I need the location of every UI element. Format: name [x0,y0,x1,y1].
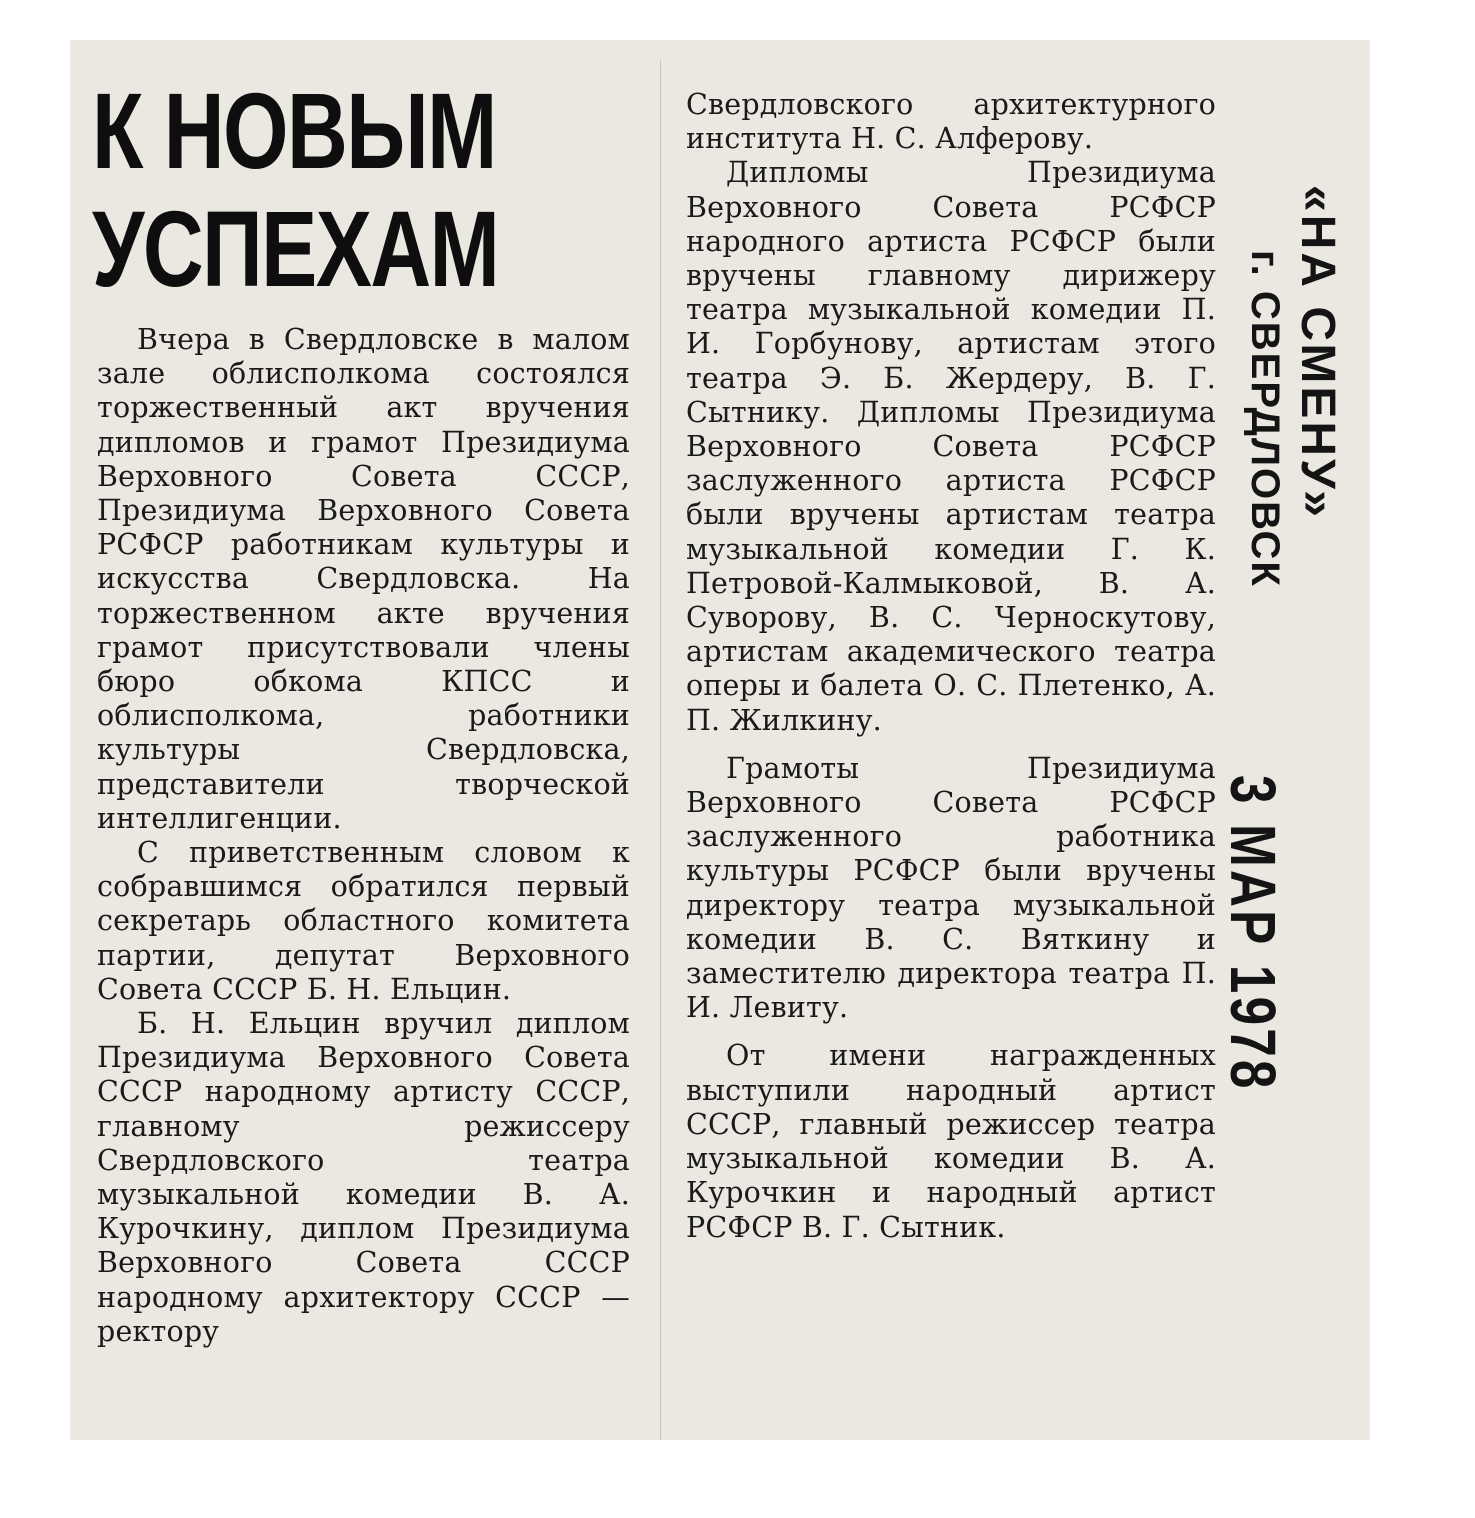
article-column-1 [97,323,630,1349]
headline-line-2: УСПЕХАМ [92,188,499,309]
headline [92,70,499,309]
headline-line-1: К НОВЫМ [92,70,496,191]
paragraph: От имени награжденных выступили народный артист СССР, главный режиссер театра музыкальной комедии В. А. Курочкин и народный артист РСФСР В. Г. Сытник. [686,1039,1216,1244]
stamp-newspaper-name: «НА СМЕНУ» [1291,185,1344,520]
paragraph: Свердловского архитектурного института Н. С. Алферову. [686,88,1216,156]
column-divider [660,60,661,1440]
paragraph: Б. Н. Ельцин вручил диплом Президиума Верховного Совета СССР народному артисту СССР, главному режиссеру Свердловского театра музыкальной комедии В. А. Курочкину, диплом Президиума Верховного Совета СССР народному архитектору СССР — ректору [97,1007,630,1348]
article-column-2 [686,88,1216,1245]
paragraph: Вчера в Свердловске в малом зале облисполкома состоялся торжественный акт вручения дипломов и грамот Президиума Верховного Совета СССР, Президиума Верховного Совета РСФСР работникам культуры и искусства Свердловска. На торжественном акте вручения грамот присутствовали члены бюро обкома КПСС и облисполкома, работники культуры Свердловска, представители творческой интеллигенции. [97,323,630,835]
stamp-city: г. СВЕРДЛОВСК [1243,250,1287,588]
stamp-date: 3 МАР 1978 [1217,775,1289,1092]
paragraph: Грамоты Президиума Верховного Совета РСФСР заслуженного работника культуры РСФСР были вручены директору театра музыкальной комедии В. С. Вяткину и заместителю директора театра П. И. Левиту. [686,751,1216,1025]
paragraph: С приветственным словом к собравшимся обратился первый секретарь областного комитета партии, депутат Верховного Совета СССР Б. Н. Ельцин. [97,836,630,1006]
paragraph: Дипломы Президиума Верховного Совета РСФСР народного артиста РСФСР были вручены главному дирижеру театра музыкальной комедии П. И. Горбунову, артистам этого театра Э. Б. Жердеру, В. Г. Сытнику. Дипломы Президиума Верховного Совета РСФСР заслуженного артиста РСФСР были вручены артистам театра музыкальной комедии Г. К. Петровой-Калмыковой, В. А. Суворову, В. С. Черноскутову, артистам академического театра оперы и балета О. С. Плетенко, А. П. Жилкину. [686,156,1216,737]
